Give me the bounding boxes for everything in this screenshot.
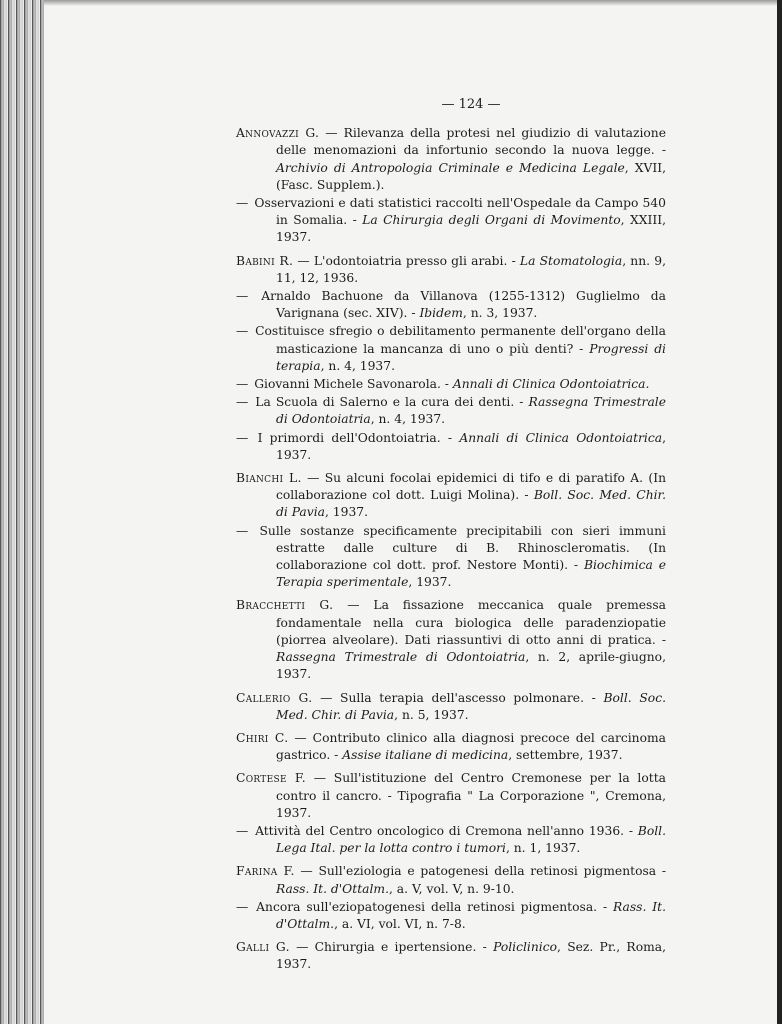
journal-name: Ibidem bbox=[419, 306, 463, 321]
entry-title: Sulle sostanze specificamente precipitabili con sieri immuni estratte dalle culture di B. Rhinoscleromatis. (In collaborazione col dott. prof. Nestore Monti). - bbox=[250, 523, 666, 573]
page-number: — 124 — bbox=[441, 97, 501, 112]
journal-name: Archivio di Antropologia Criminale e Medicina Legale bbox=[276, 160, 625, 175]
entry-details: . bbox=[645, 377, 650, 392]
bibliography-list bbox=[236, 125, 666, 973]
entry-title: — Sull'istituzione del Centro Cremonese per la lotta contro il cancro. - Tipografia " La Corporazione ", Cremona, 1937. bbox=[276, 771, 666, 820]
author-name: Farina F. bbox=[236, 864, 295, 879]
bibliography-entry bbox=[236, 430, 666, 464]
ditto-dash: — bbox=[236, 523, 249, 538]
journal-name: Rass. It. d'Ottalm. bbox=[276, 881, 389, 896]
ditto-dash: — bbox=[236, 324, 249, 339]
bibliography-entry bbox=[236, 323, 666, 375]
entry-title: Giovanni Michele Savonarola. - bbox=[250, 377, 453, 392]
author-block bbox=[236, 253, 666, 464]
author-block bbox=[236, 125, 666, 246]
entry-title: Attività del Centro oncologico di Cremona nell'anno 1936. - bbox=[250, 823, 638, 838]
bibliography-entry bbox=[236, 939, 666, 973]
author-name: Cortese F. bbox=[236, 771, 306, 786]
author-block bbox=[236, 597, 666, 683]
author-name: Bianchi L. bbox=[236, 471, 302, 486]
journal-name: Rassegna Trimestrale di Odontoiatria bbox=[276, 395, 666, 427]
book-binding-edge bbox=[0, 0, 44, 1024]
bibliography-entry bbox=[236, 730, 666, 764]
entry-details: , 1937. bbox=[276, 430, 666, 462]
entry-title: Costituisce sfregio o debilitamento permanente dell'organo della masticazione la mancanza di uno o più denti? - bbox=[250, 324, 666, 356]
entry-title: — La fissazione meccanica quale premessa fondamentale nella cura biologica delle paradenziopatie (piorrea alveolare). Dati riassuntivi di otto anni di pratica. - bbox=[276, 598, 666, 647]
entry-title: Arnaldo Bachuone da Villanova (1255-1312) Guglielmo da Varignana (sec. XIV). - bbox=[250, 289, 666, 321]
ditto-dash: — bbox=[236, 899, 249, 914]
journal-name: Boll. Soc. Med. Chir. di Pavia bbox=[276, 690, 666, 722]
ditto-dash: — bbox=[236, 289, 249, 304]
bibliography-entry bbox=[236, 376, 666, 393]
journal-name: Biochimica e Terapia sperimentale bbox=[276, 558, 666, 590]
journal-name: Rass. It. d'Ottalm. bbox=[276, 899, 666, 931]
entry-details: , a. VI, vol. VI, n. 7-8. bbox=[334, 916, 466, 931]
entry-details: , nn. 9, 11, 12, 1936. bbox=[276, 253, 666, 285]
entry-details: , n. 4, 1937. bbox=[370, 412, 446, 427]
entry-title: — Rilevanza della protesi nel giudizio di valutazione delle menomazioni da infortunio secondo la nuova legge. - bbox=[276, 126, 666, 158]
bibliography-entry bbox=[236, 863, 666, 897]
entry-details: , n. 2, aprile-giugno, 1937. bbox=[276, 650, 666, 682]
entry-details: , XVII, (Fasc. Supplem.). bbox=[276, 160, 666, 192]
author-name: Chiri C. bbox=[236, 730, 289, 745]
entry-details: , a. V, vol. V, n. 9-10. bbox=[388, 881, 515, 896]
bibliography-entry bbox=[236, 470, 666, 522]
entry-title: — Sulla terapia dell'ascesso polmonare. - bbox=[312, 690, 604, 705]
journal-name: Annali di Clinica Odontoiatrica bbox=[459, 430, 663, 445]
entry-details: , 1937. bbox=[324, 505, 369, 520]
entry-details: , n. 1, 1937. bbox=[505, 841, 581, 856]
journal-name: Boll. Soc. Med. Chir. di Pavia bbox=[276, 488, 666, 520]
author-block bbox=[236, 939, 666, 973]
author-block bbox=[236, 730, 666, 764]
journal-name: Assise italiane di medicina bbox=[342, 748, 509, 763]
author-block bbox=[236, 470, 666, 591]
bibliography-entry bbox=[236, 523, 666, 592]
bibliography-entry bbox=[236, 690, 666, 724]
ditto-dash: — bbox=[236, 823, 249, 838]
author-block bbox=[236, 863, 666, 933]
entry-title: I primordi dell'Odontoiatria. - bbox=[250, 430, 460, 445]
author-block bbox=[236, 690, 666, 724]
author-name: Annovazzi G. bbox=[236, 126, 320, 141]
entry-details: , Sez. Pr., Roma, 1937. bbox=[276, 940, 666, 972]
ditto-dash: — bbox=[236, 395, 249, 410]
page-top-edge bbox=[44, 0, 782, 6]
bibliography-entry bbox=[236, 770, 666, 822]
bibliography-entry bbox=[236, 125, 666, 194]
entry-title: Osservazioni e dati statistici raccolti nell'Ospedale da Campo 540 in Somalia. - bbox=[250, 196, 666, 228]
ditto-dash: — bbox=[236, 430, 249, 445]
entry-title: Ancora sull'eziopatogenesi della retinosi pigmentosa. - bbox=[250, 899, 613, 914]
journal-name: Progressi di terapia bbox=[276, 341, 666, 373]
bibliography-entry bbox=[236, 823, 666, 857]
journal-name: Boll. Lega Ital. per la lotta contro i tumori bbox=[276, 823, 666, 856]
journal-name: Annali di Clinica Odontoiatrica bbox=[452, 377, 646, 392]
entry-title: — L'odontoiatria presso gli arabi. - bbox=[293, 253, 520, 268]
author-name: Galli G. bbox=[236, 940, 290, 955]
entry-title: — Chirurgia e ipertensione. - bbox=[289, 940, 494, 955]
author-name: Callerio G. bbox=[236, 690, 313, 705]
ditto-dash: — bbox=[236, 377, 249, 392]
entry-details: , n. 4, 1937. bbox=[320, 358, 395, 373]
bibliography-entry bbox=[236, 288, 666, 322]
bibliography-entry bbox=[236, 253, 666, 287]
entry-details: , n. 3, 1937. bbox=[462, 306, 538, 321]
entry-title: — Sull'eziologia e patogenesi della retinosi pigmentosa - bbox=[294, 864, 666, 879]
journal-name: La Chirurgia degli Organi di Movimento bbox=[362, 213, 621, 228]
bibliography-page bbox=[236, 96, 666, 980]
journal-name: Policlinico bbox=[493, 940, 558, 955]
author-block bbox=[236, 770, 666, 857]
entry-title: — Su alcuni focolai epidemici di tifo e di paratifo A. (In collaborazione col dott. Luigi Molina). - bbox=[276, 471, 666, 503]
entry-details: , settembre, 1937. bbox=[508, 748, 623, 763]
entry-details: , n. 5, 1937. bbox=[394, 707, 469, 722]
entry-details: , 1937. bbox=[408, 575, 452, 590]
entry-title: — Contributo clinico alla diagnosi precoce del carcinoma gastrico. - bbox=[276, 730, 667, 763]
bibliography-entry bbox=[236, 597, 666, 683]
bibliography-entry bbox=[236, 394, 666, 428]
bibliography-entry bbox=[236, 899, 666, 933]
ditto-dash: — bbox=[236, 196, 249, 211]
page-right-edge bbox=[777, 0, 782, 1024]
author-name: Babini R. bbox=[236, 253, 294, 268]
author-name: Bracchetti G. bbox=[236, 598, 334, 613]
journal-name: La Stomatologia bbox=[519, 253, 623, 268]
bibliography-entry bbox=[236, 195, 666, 247]
entry-title: La Scuola di Salerno e la cura dei denti. - bbox=[250, 395, 529, 410]
entry-details: , XXIII, 1937. bbox=[276, 213, 666, 245]
journal-name: Rassegna Trimestrale di Odontoiatria bbox=[276, 650, 526, 665]
